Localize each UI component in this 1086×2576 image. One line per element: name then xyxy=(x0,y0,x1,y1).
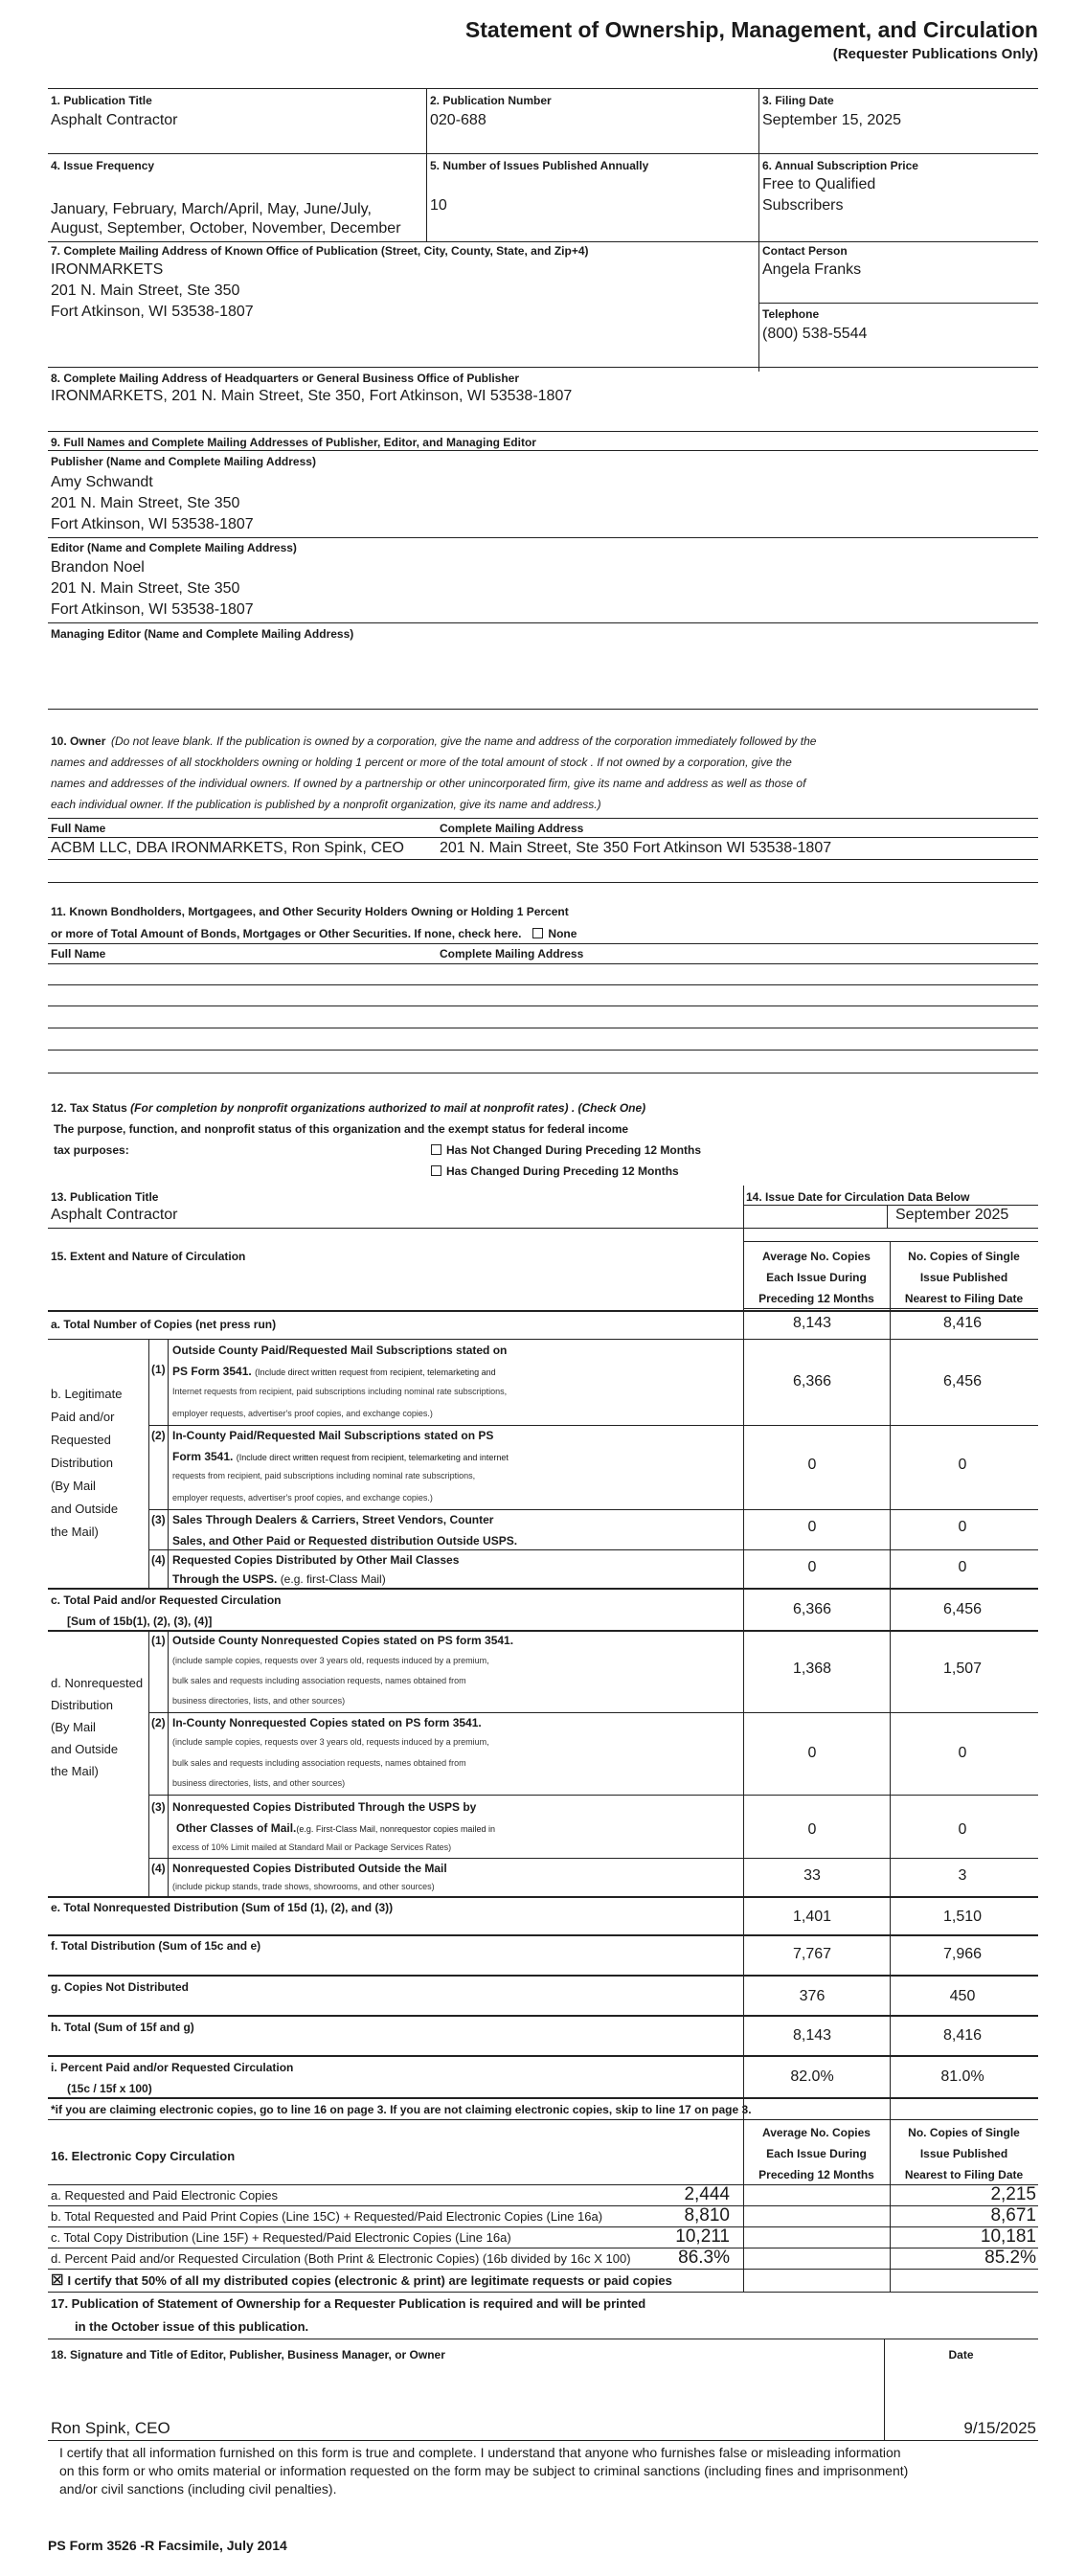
certification-line1: I certify that all information furnished on this form is true and complete. I understand that anyone who furnishes false or misleading information xyxy=(59,2445,901,2460)
row-15b3-avg: 0 xyxy=(807,1519,817,1535)
e-avg-head-3: Preceding 12 Months xyxy=(758,2168,874,2181)
owner-instructions-3: names and addresses of the individual owners. If owned by a partnership or other unincorporated firm, give its name and address as well as those of xyxy=(51,777,806,790)
row-15b2-t2-small: (Include direct written request from recipient, telemarketing and internet xyxy=(236,1453,509,1462)
row-15d2-single: 0 xyxy=(958,1745,967,1761)
row-15d4-t2: (include pickup stands, trade shows, showrooms, and other sources) xyxy=(172,1882,435,1891)
row-15h-label: h. Total (Sum of 15f and g) xyxy=(51,2021,194,2034)
publication-title-label: 1. Publication Title xyxy=(51,94,152,107)
row-16b-label: b. Total Requested and Paid Print Copies (Line 15C) + Requested/Paid Electronic Copies (Line 16a) xyxy=(51,2209,603,2224)
changed-label: Has Changed During Preceding 12 Months xyxy=(446,1164,679,1178)
row-15i-single: 81.0% xyxy=(940,2068,984,2085)
row-15b2-t3: requests from recipient, paid subscriptions including nominal rate subscriptions, xyxy=(172,1471,476,1480)
telephone-label: Telephone xyxy=(762,307,820,321)
row-15e-label: e. Total Nonrequested Distribution (Sum of 15d (1), (2), and (3)) xyxy=(51,1901,394,1914)
rule xyxy=(48,1339,1038,1340)
row-16d-single: 85.2% xyxy=(984,2248,1036,2268)
e-single-head-2: Issue Published xyxy=(919,2147,1008,2160)
bondholders-text: or more of Total Amount of Bonds, Mortgages or Other Securities. If none, check here. xyxy=(51,927,522,940)
managing-editor-label: Managing Editor (Name and Complete Mailing Address) xyxy=(51,627,354,641)
known-office-label: 7. Complete Mailing Address of Known Office of Publication (Street, City, County, State, and Zip+4) xyxy=(51,244,589,258)
row-15b1-t3: Internet requests from recipient, paid subscriptions including nominal rate subscriptions, xyxy=(172,1387,508,1396)
publication-title-value: Asphalt Contractor xyxy=(51,112,178,128)
row-15b2-t2-bold: Form 3541. xyxy=(172,1450,234,1463)
rule xyxy=(48,2269,1038,2270)
rule xyxy=(168,1339,169,1588)
row-15d3-no: (3) xyxy=(151,1800,166,1814)
row-16b-single: 8,671 xyxy=(990,2205,1036,2226)
row-15a-single: 8,416 xyxy=(942,1315,983,1331)
row-15b4-single: 0 xyxy=(958,1559,967,1575)
rule xyxy=(148,1509,1038,1510)
bondholders-col-name: Full Name xyxy=(51,947,106,960)
filing-date-label: 3. Filing Date xyxy=(762,94,834,107)
row-15h-avg: 8,143 xyxy=(792,2027,832,2044)
single-head-2: Issue Published xyxy=(919,1271,1008,1284)
row-15b1-avg: 6,366 xyxy=(792,1373,832,1390)
signer-name: Ron Spink, CEO xyxy=(51,2419,170,2437)
known-office-line2: 201 N. Main Street, Ste 350 xyxy=(51,282,240,299)
contact-person-label: Contact Person xyxy=(762,244,848,258)
rule xyxy=(148,1630,149,1896)
rule xyxy=(48,431,1038,432)
row-16a-label: a. Requested and Paid Electronic Copies xyxy=(51,2188,279,2203)
electronic-footnote: *if you are claiming electronic copies, go to line 16 on page 3. If you are not claiming electronic copies, skip to line 17 on page 3. xyxy=(51,2103,752,2116)
date-label: Date xyxy=(948,2348,974,2361)
row-16a-single: 2,215 xyxy=(990,2184,1036,2204)
issue-frequency-label: 4. Issue Frequency xyxy=(51,159,155,172)
form-footer: PS Form 3526 -R Facsimile, July 2014 xyxy=(48,2538,287,2553)
row-15b3-no: (3) xyxy=(151,1513,166,1526)
rule xyxy=(48,1050,1038,1051)
rule xyxy=(48,709,1038,710)
rule xyxy=(48,837,1038,838)
editor-address-2: Fort Atkinson, WI 53538-1807 xyxy=(51,601,254,618)
rule xyxy=(48,1588,1038,1590)
rule xyxy=(48,2097,1038,2099)
legitimate-label-4: Distribution xyxy=(51,1456,114,1470)
issue-date-label: 14. Issue Date for Circulation Data Below xyxy=(746,1190,970,1204)
filing-date-value: September 15, 2025 xyxy=(762,112,901,128)
row-16a-avg: 2,444 xyxy=(684,2184,730,2204)
form-subtitle: (Requester Publications Only) xyxy=(832,46,1038,62)
rule xyxy=(48,818,1038,819)
signature-date: 9/15/2025 xyxy=(963,2419,1036,2437)
row-15g-avg: 376 xyxy=(799,1988,826,2004)
row-15c-t2: [Sum of 15b(1), (2), (3), (4)] xyxy=(67,1615,213,1628)
nonrequested-label-1: d. Nonrequested xyxy=(51,1676,144,1690)
editor-address-1: 201 N. Main Street, Ste 350 xyxy=(51,580,240,597)
rule xyxy=(758,303,1038,304)
not-changed-label: Has Not Changed During Preceding 12 Months xyxy=(446,1143,702,1157)
owner-name: ACBM LLC, DBA IRONMARKETS, Ron Spink, CEO xyxy=(51,840,404,856)
row-15d1-t2: (include sample copies, requests over 3 years old, requests induced by a premium, xyxy=(172,1656,489,1665)
row-15d1-t1: Outside County Nonrequested Copies stated on PS form 3541. xyxy=(172,1634,514,1647)
publication-statement-line2: in the October issue of this publication. xyxy=(75,2319,309,2334)
row-15b1-t1: Outside County Paid/Requested Mail Subscriptions stated on xyxy=(172,1344,508,1357)
rule xyxy=(48,88,1038,89)
row-15d1-single: 1,507 xyxy=(942,1661,983,1677)
row-15b4-t1: Requested Copies Distributed by Other Mail Classes xyxy=(172,1553,460,1567)
e-avg-head-2: Each Issue During xyxy=(766,2147,867,2160)
row-15c-avg: 6,366 xyxy=(792,1601,832,1617)
owner-instructions-1: (Do not leave blank. If the publication is owned by a corporation, give the name and address of the corporation immediately followed by the xyxy=(111,734,817,748)
rule xyxy=(48,882,1038,883)
none-label: None xyxy=(548,927,577,940)
row-15e-single: 1,510 xyxy=(942,1909,983,1925)
telephone-value: (800) 538-5544 xyxy=(762,326,868,342)
rule xyxy=(48,241,1038,242)
rule xyxy=(48,1228,1038,1229)
rule xyxy=(48,2440,1038,2441)
avg-head-3: Preceding 12 Months xyxy=(758,1292,874,1305)
avg-head-1: Average No. Copies xyxy=(762,1250,871,1263)
row-15d4-avg: 33 xyxy=(803,1867,821,1884)
not-changed-checkbox[interactable] xyxy=(431,1144,441,1155)
rule xyxy=(148,1795,1038,1796)
row-15d4-no: (4) xyxy=(151,1862,166,1875)
avg-head-2: Each Issue During xyxy=(766,1271,867,1284)
tax-status-text-2: tax purposes: xyxy=(54,1143,129,1157)
rule xyxy=(48,2205,1038,2206)
signature-label: 18. Signature and Title of Editor, Publisher, Business Manager, or Owner xyxy=(51,2348,445,2361)
rule xyxy=(48,1310,1038,1312)
row-15b4-t2-small: (e.g. first-Class Mail) xyxy=(280,1572,386,1586)
known-office-line1: IRONMARKETS xyxy=(51,261,164,278)
rule xyxy=(743,1308,1038,1309)
rule xyxy=(48,1975,1038,1977)
certify-50-text: I certify that 50% of all my distributed copies (electronic & print) are legitimate requests or paid copies xyxy=(67,2273,672,2288)
issue-date-value: September 2025 xyxy=(895,1207,1009,1223)
publisher-label: Publisher (Name and Complete Mailing Address) xyxy=(51,455,316,468)
row-15b2-t1: In-County Paid/Requested Mail Subscriptions stated on PS xyxy=(172,1429,494,1442)
row-15d2-t4: business directories, lists, and other sources) xyxy=(172,1778,346,1788)
rule xyxy=(48,1896,1038,1898)
row-15d2-avg: 0 xyxy=(807,1745,817,1761)
issue-frequency-line1: January, February, March/April, May, June/July, xyxy=(51,201,372,217)
editor-name: Brandon Noel xyxy=(51,559,145,576)
row-15d1-t3: bulk sales and requests including association requests, names obtained from xyxy=(172,1676,466,1685)
row-15b2-avg: 0 xyxy=(807,1457,817,1473)
rule xyxy=(148,1549,1038,1550)
names-addresses-label: 9. Full Names and Complete Mailing Addresses of Publisher, Editor, and Managing Editor xyxy=(51,436,536,449)
tax-status-line xyxy=(51,1101,645,1115)
row-15b3-t2: Sales, and Other Paid or Requested distribution Outside USPS. xyxy=(172,1534,518,1548)
nonrequested-label-5: the Mail) xyxy=(51,1764,99,1778)
owner-col-name: Full Name xyxy=(51,822,106,835)
publisher-address-1: 201 N. Main Street, Ste 350 xyxy=(51,495,240,511)
row-15a-avg: 8,143 xyxy=(792,1315,832,1331)
row-15f-avg: 7,767 xyxy=(792,1946,832,1962)
row-15b3-single: 0 xyxy=(958,1519,967,1535)
row-15g-single: 450 xyxy=(949,1988,976,2004)
owner-instructions-2: names and addresses of all stockholders owning or holding 1 percent or more of the total amount of stock . If not owned by a corporation, give the xyxy=(51,756,792,769)
rule xyxy=(48,622,1038,623)
rule xyxy=(148,1425,1038,1426)
row-15d1-t4: business directories, lists, and other sources) xyxy=(172,1696,346,1706)
rule xyxy=(48,963,1038,964)
electronic-label: 16. Electronic Copy Circulation xyxy=(51,2149,236,2163)
rule xyxy=(743,1241,1038,1242)
row-15d3-t1: Nonrequested Copies Distributed Through the USPS by xyxy=(172,1800,477,1814)
row-15d1-no: (1) xyxy=(151,1634,166,1647)
editor-label: Editor (Name and Complete Mailing Address) xyxy=(51,541,297,554)
publication-title-13-value: Asphalt Contractor xyxy=(51,1207,178,1223)
rule xyxy=(48,943,1038,944)
rule xyxy=(48,1630,1038,1632)
row-15b1-t4: employer requests, advertiser's proof copies, and exchange copies.) xyxy=(172,1409,433,1418)
publication-number-value: 020-688 xyxy=(430,112,486,128)
contact-person-value: Angela Franks xyxy=(762,261,862,278)
row-15b2-no: (2) xyxy=(151,1429,166,1442)
single-head-1: No. Copies of Single xyxy=(908,1250,1020,1263)
row-15d1-avg: 1,368 xyxy=(792,1661,832,1677)
circulation-label: 15. Extent and Nature of Circulation xyxy=(51,1250,246,1263)
row-15c-t1: c. Total Paid and/or Requested Circulation xyxy=(51,1593,282,1607)
e-single-head-1: No. Copies of Single xyxy=(908,2126,1020,2139)
row-15i-t1: i. Percent Paid and/or Requested Circulation xyxy=(51,2061,294,2074)
row-15i-avg: 82.0% xyxy=(790,2068,834,2085)
issue-frequency-line2: August, September, October, November, December xyxy=(51,220,401,237)
row-15d2-no: (2) xyxy=(151,1716,166,1729)
legitimate-label-7: the Mail) xyxy=(51,1525,99,1539)
row-15d3-t2-bold: Other Classes of Mail. xyxy=(176,1821,297,1835)
bondholders-line1: 11. Known Bondholders, Mortgagees, and Other Security Holders Owning or Holding 1 Percent xyxy=(51,905,569,918)
row-15d3-single: 0 xyxy=(958,1821,967,1838)
e-single-head-3: Nearest to Filing Date xyxy=(904,2168,1024,2181)
tax-status-text-1: The purpose, function, and nonprofit status of this organization and the exempt status for federal income xyxy=(54,1122,629,1136)
legitimate-label-1: b. Legitimate xyxy=(51,1387,123,1401)
changed-checkbox[interactable] xyxy=(431,1165,441,1176)
rule xyxy=(48,367,1038,368)
rule xyxy=(148,1712,1038,1713)
tax-status-note: (For completion by nonprofit organizations authorized to mail at nonprofit rates) . (Check One) xyxy=(130,1101,646,1115)
tax-status-label: 12. Tax Status xyxy=(51,1101,127,1115)
issues-annually-label: 5. Number of Issues Published Annually xyxy=(430,159,649,172)
e-avg-head-1: Average No. Copies xyxy=(762,2126,871,2139)
owner-address: 201 N. Main Street, Ste 350 Fort Atkinson WI 53538-1807 xyxy=(440,840,832,856)
row-15b1-t2-bold: PS Form 3541. xyxy=(172,1365,252,1378)
row-15b2-single: 0 xyxy=(958,1457,967,1473)
certification-line3: and/or civil sanctions (including civil penalties). xyxy=(59,2481,337,2497)
rule xyxy=(48,2015,1038,2017)
rule xyxy=(426,88,427,241)
tax-option-changed xyxy=(431,1164,679,1178)
legitimate-label-5: (By Mail xyxy=(51,1479,96,1493)
rule xyxy=(48,859,1038,860)
owner-col-address: Complete Mailing Address xyxy=(440,822,584,835)
subscription-price-line2: Subscribers xyxy=(762,197,844,214)
row-16b-avg: 8,810 xyxy=(684,2205,730,2226)
publication-title-13-label: 13. Publication Title xyxy=(51,1190,159,1204)
row-15b3-t1: Sales Through Dealers & Carriers, Street Vendors, Counter xyxy=(172,1513,494,1526)
row-15b2-t4: employer requests, advertiser's proof copies, and exchange copies.) xyxy=(172,1493,433,1503)
legitimate-label-2: Paid and/or xyxy=(51,1410,115,1424)
row-15b2-t2 xyxy=(172,1450,509,1463)
row-15d2-t2: (include sample copies, requests over 3 years old, requests induced by a premium, xyxy=(172,1737,489,1747)
known-office-line3: Fort Atkinson, WI 53538-1807 xyxy=(51,304,254,320)
row-15i-t2: (15c / 15f x 100) xyxy=(67,2082,152,2095)
certify-checkbox[interactable]: ☒ xyxy=(51,2272,64,2289)
tax-option-not-changed xyxy=(431,1143,701,1157)
publisher-address-2: Fort Atkinson, WI 53538-1807 xyxy=(51,516,254,532)
rule xyxy=(48,1934,1038,1936)
bondholders-line2 xyxy=(51,927,577,940)
nonrequested-label-2: Distribution xyxy=(51,1698,114,1712)
rule xyxy=(48,2055,1038,2057)
rule xyxy=(743,1205,1038,1206)
nonrequested-label-4: and Outside xyxy=(51,1742,119,1756)
row-15h-single: 8,416 xyxy=(942,2027,983,2044)
row-15b4-no: (4) xyxy=(151,1553,166,1567)
publication-statement-line1: 17. Publication of Statement of Ownership for a Requester Publication is required and will be printed xyxy=(51,2296,646,2311)
certification-line2: on this form or who omits material or information requested on the form may be subject to criminal sanctions (including fines and imprisonment) xyxy=(59,2463,909,2478)
row-16c-avg: 10,211 xyxy=(675,2226,730,2247)
row-16c-single: 10,181 xyxy=(980,2226,1036,2247)
row-15d3-t3: excess of 10% Limit mailed at Standard Mail or Package Services Rates) xyxy=(172,1842,452,1852)
row-15g-label: g. Copies Not Distributed xyxy=(51,1980,189,1994)
row-16d-avg: 86.3% xyxy=(678,2248,730,2268)
rule xyxy=(887,1205,888,1228)
row-15d3-t2 xyxy=(176,1821,495,1835)
row-15b4-t2-bold: Through the USPS. xyxy=(172,1572,278,1586)
owner-label: 10. Owner xyxy=(51,734,106,748)
row-16c-label: c. Total Copy Distribution (Line 15F) + Requested/Paid Electronic Copies (Line 16a) xyxy=(51,2230,511,2245)
subscription-price-line1: Free to Qualified xyxy=(762,176,876,192)
legitimate-label-3: Requested xyxy=(51,1433,111,1447)
row-15d4-t1: Nonrequested Copies Distributed Outside the Mail xyxy=(172,1862,447,1875)
headquarters-label: 8. Complete Mailing Address of Headquarters or General Business Office of Publisher xyxy=(51,372,520,385)
row-15d3-avg: 0 xyxy=(807,1821,817,1838)
row-15f-single: 7,966 xyxy=(942,1946,983,1962)
row-15c-single: 6,456 xyxy=(942,1601,983,1617)
row-15a-label: a. Total Number of Copies (net press run) xyxy=(51,1318,277,1331)
row-15b4-t2 xyxy=(172,1572,386,1586)
rule xyxy=(758,88,759,372)
publication-number-label: 2. Publication Number xyxy=(430,94,552,107)
rule xyxy=(48,984,1038,985)
nonrequested-label-3: (By Mail xyxy=(51,1720,96,1734)
publisher-name: Amy Schwandt xyxy=(51,474,153,490)
row-16d-label: d. Percent Paid and/or Requested Circulation (Both Print & Electronic Copies) (16b divided by 16c X 100) xyxy=(51,2251,631,2266)
row-15d4-single: 3 xyxy=(958,1867,967,1884)
rule xyxy=(148,1339,149,1588)
rule xyxy=(148,1858,1038,1859)
headquarters-value: IRONMARKETS, 201 N. Main Street, Ste 350, Fort Atkinson, WI 53538-1807 xyxy=(51,388,573,404)
row-15b1-no: (1) xyxy=(151,1363,166,1376)
row-15d2-t1: In-County Nonrequested Copies stated on PS form 3541. xyxy=(172,1716,482,1729)
row-15b1-t2 xyxy=(172,1365,496,1378)
row-15e-avg: 1,401 xyxy=(792,1909,832,1925)
row-15b4-avg: 0 xyxy=(807,1559,817,1575)
certify-50-row xyxy=(51,2271,672,2289)
row-15d3-t2-small: (e.g. First-Class Mail, nonrequestor copies mailed in xyxy=(296,1824,495,1834)
bondholders-col-address: Complete Mailing Address xyxy=(440,947,584,960)
rule xyxy=(168,1630,169,1896)
form-title: Statement of Ownership, Management, and Circulation xyxy=(464,17,1038,42)
rule xyxy=(48,450,1038,451)
legitimate-label-6: and Outside xyxy=(51,1502,119,1516)
row-15b1-single: 6,456 xyxy=(942,1373,983,1390)
row-15d2-t3: bulk sales and requests including association requests, names obtained from xyxy=(172,1758,466,1768)
rule xyxy=(48,153,1038,154)
rule xyxy=(48,2184,1038,2185)
subscription-price-label: 6. Annual Subscription Price xyxy=(762,159,918,172)
row-15f-label: f. Total Distribution (Sum of 15c and e) xyxy=(51,1939,261,1953)
rule xyxy=(48,537,1038,538)
rule xyxy=(48,2226,1038,2227)
row-15b1-t2-small: (Include direct written request from recipient, telemarketing and xyxy=(255,1367,496,1377)
owner-instructions-4: each individual owner. If the publication is published by a nonprofit organization, give its name and address.) xyxy=(51,798,601,811)
single-head-3: Nearest to Filing Date xyxy=(904,1292,1024,1305)
issues-annually-value: 10 xyxy=(430,197,447,214)
rule xyxy=(48,2292,1038,2293)
none-checkbox[interactable] xyxy=(532,928,543,938)
